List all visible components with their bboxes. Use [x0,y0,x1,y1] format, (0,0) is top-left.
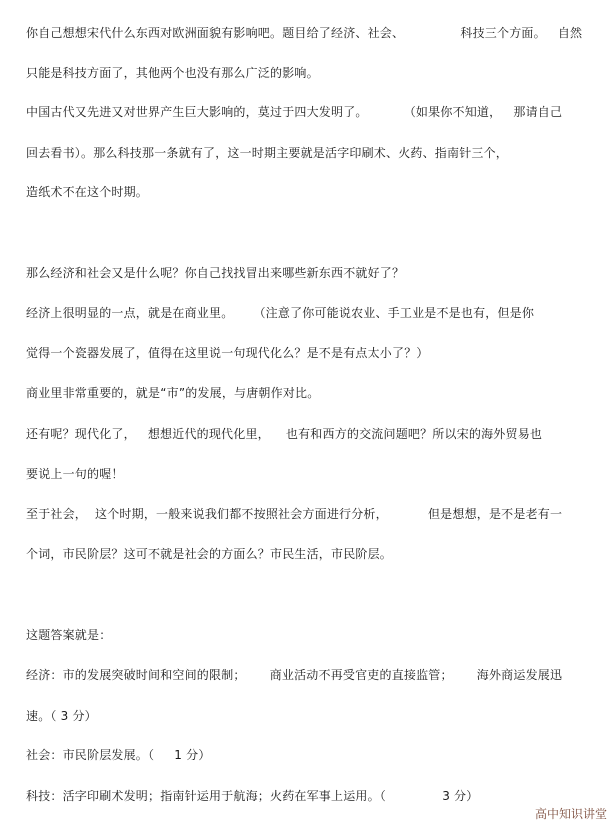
text-line: 商业里非常重要的，就是“市”的发展，与唐朝作对比。 [26,386,320,400]
answer-society: 社会：市民阶层发展。（ 1 分） [26,748,211,762]
text-line: 个词，市民阶层？这可不就是社会的方面么？市民生活，市民阶层。 [26,547,393,561]
answer-technology: 科技：活字印刷术发明；指南针运用于航海；火药在军事上运用。（ 3 分） [26,789,479,803]
text-line: 那么经济和社会又是什么呢？你自己找找冒出来哪些新东西不就好了？ [26,266,405,280]
text-line: 至于社会， 这个时期，一般来说我们都不按照社会方面进行分析， 但是想想，是不是老有一 [26,507,563,521]
text-line: 造纸术不在这个时期。 [26,185,149,199]
text-line: 觉得一个瓷器发展了，值得在这里说一句现代化么？是不是有点太小了？） [26,346,429,360]
answer-economy: 经济：市的发展突破时间和空间的限制； 商业活动不再受官吏的直接监管； 海外商运发展迅 [26,668,563,682]
answer-economy-continued: 速。（ 3 分） [26,709,97,723]
text-line: 要说上一句的喔！ [26,467,124,481]
text-line: 还有呢？现代化了， 想想近代的现代化里， 也有和西方的交流问题吧？所以宋的海外贸易也 [26,427,543,441]
answer-intro: 这题答案就是： [26,628,112,642]
text-line: 你自己想想宋代什么东西对欧洲面貌有影响吧。题目给了经济、社会、 科技三个方面。 自然 [26,26,583,40]
text-line: 回去看书）。那么科技那一条就有了，这一时期主要就是活字印刷术、火药、指南针三个， [26,146,509,160]
text-line: 只能是科技方面了，其他两个也没有那么广泛的影响。 [26,66,319,80]
text-line: 中国古代又先进又对世界产生巨大影响的，莫过于四大发明了。 （如果你不知道， 那请自己 [26,105,563,119]
text-line: 经济上很明显的一点，就是在商业里。 （注意了你可能说农业、手工业是不是也有，但是你 [26,306,535,320]
watermark: 高中知识讲堂 [534,807,607,821]
